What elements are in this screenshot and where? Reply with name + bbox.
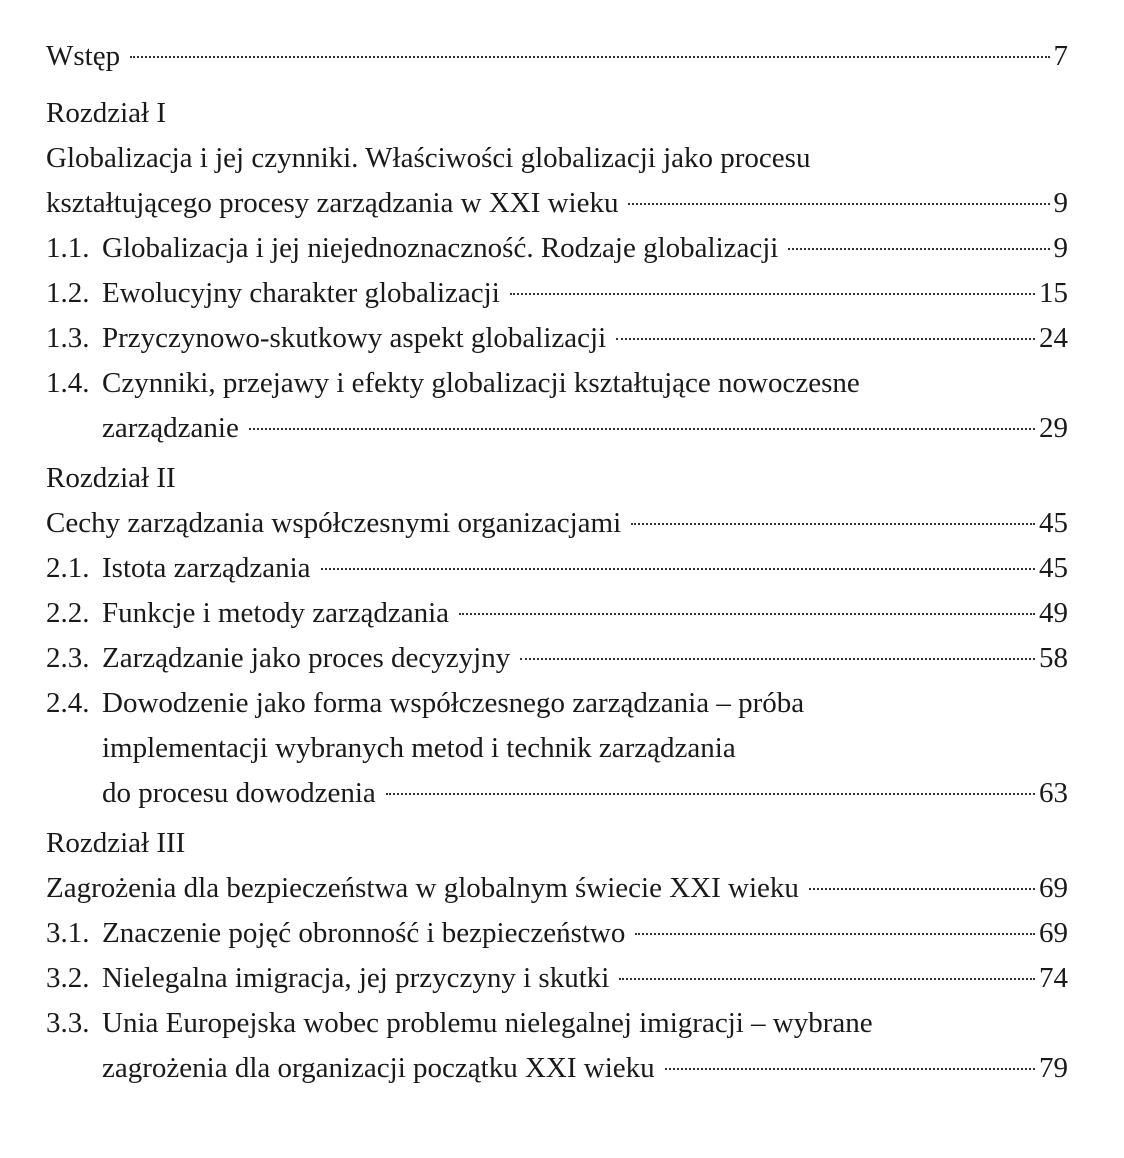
toc-entry-chapter [46,501,1068,546]
toc-entry-section [46,681,1068,726]
toc-entry-section-cont [46,1046,1068,1091]
toc-entry-section [46,271,1068,316]
section-number: 1.1. [46,232,90,264]
section-title: Globalizacja i jej niejednoznaczność. Rodzaje globalizacji [102,232,779,264]
toc-entry-section [46,361,1068,406]
section-title: Znaczenie pojęć obronność i bezpieczeństwo [102,917,626,949]
page-number: 24 [1039,322,1068,354]
chapter-label: Rozdział I [46,97,166,129]
page-number: 9 [1053,187,1068,219]
page-number: 7 [1053,40,1068,72]
dot-leader [619,978,1035,980]
toc-entry-intro [46,34,1068,79]
dot-leader [386,793,1035,795]
section-number: 2.2. [46,597,90,629]
section-title: Przyczynowo-skutkowy aspekt globalizacji [102,322,607,354]
page-number: 69 [1039,872,1068,904]
toc-entry-section [46,911,1068,956]
chapter-label: Rozdział II [46,462,176,494]
toc-entry-section [46,956,1068,1001]
section-number: 2.3. [46,642,90,674]
dot-leader [809,888,1035,890]
dot-leader [635,933,1035,935]
chapter-title-line [46,136,1068,181]
page-number: 69 [1039,917,1068,949]
page-number: 63 [1039,777,1068,809]
page-number: 79 [1039,1052,1068,1084]
chapter-title: kształtującego procesy zarządzania w XXI wieku [46,187,619,219]
section-title: Nielegalna imigracja, jej przyczyny i skutki [102,962,610,994]
chapter-title: Globalizacja i jej czynniki. Właściwości globalizacji jako procesu [46,142,811,174]
section-title: zagrożenia dla organizacji początku XXI wieku [102,1052,655,1084]
toc-entry-section [46,546,1068,591]
section-number: 1.4. [46,367,90,399]
page-number: 29 [1039,412,1068,444]
section-title: zarządzanie [102,412,239,444]
dot-leader [616,338,1035,340]
page-number: 45 [1039,507,1068,539]
page-number: 74 [1039,962,1068,994]
section-number: 2.1. [46,552,90,584]
toc-entry-section [46,636,1068,681]
section-number: 1.2. [46,277,90,309]
page-number: 58 [1039,642,1068,674]
chapter-title: Cechy zarządzania współczesnymi organizacjami [46,507,622,539]
section-title: do procesu dowodzenia [102,777,376,809]
dot-leader [788,248,1049,250]
page-number: 49 [1039,597,1068,629]
table-of-contents [46,34,1068,1091]
toc-entry-chapter [46,181,1068,226]
toc-entry-section-cont [46,406,1068,451]
section-number: 3.3. [46,1007,90,1039]
section-title: Czynniki, przejawy i efekty globalizacji kształtujące nowoczesne [102,367,860,399]
section-number: 1.3. [46,322,90,354]
dot-leader [631,523,1035,525]
section-number: 2.4. [46,687,90,719]
section-number: 3.1. [46,917,90,949]
dot-leader [321,568,1036,570]
dot-leader [130,56,1049,58]
page-number: 9 [1053,232,1068,264]
dot-leader [510,293,1035,295]
section-title: Ewolucyjny charakter globalizacji [102,277,500,309]
section-title: Istota zarządzania [102,552,311,584]
section-title: Funkcje i metody zarządzania [102,597,450,629]
section-title: implementacji wybranych metod i technik zarządzania [102,732,736,764]
entry-title: Wstęp [46,40,121,72]
chapter-title: Zagrożenia dla bezpieczeństwa w globalnym świecie XXI wieku [46,872,799,904]
toc-entry-section [46,1001,1068,1046]
section-title: Zarządzanie jako proces decyzyjny [102,642,511,674]
dot-leader [459,613,1035,615]
toc-entry-section-cont [46,771,1068,816]
dot-leader [249,428,1035,430]
page-number: 45 [1039,552,1068,584]
chapter-heading [46,91,1068,136]
dot-leader [665,1068,1035,1070]
toc-entry-section-cont [46,726,1068,771]
section-title: Dowodzenie jako forma współczesnego zarządzania – próba [102,687,805,719]
section-number: 3.2. [46,962,90,994]
toc-entry-section [46,226,1068,271]
toc-entry-chapter [46,866,1068,911]
dot-leader [628,203,1049,205]
toc-entry-section [46,591,1068,636]
chapter-heading [46,821,1068,866]
chapter-label: Rozdział III [46,827,186,859]
toc-entry-section [46,316,1068,361]
chapter-heading [46,456,1068,501]
section-title: Unia Europejska wobec problemu nielegalnej imigracji – wybrane [102,1007,873,1039]
page-number: 15 [1039,277,1068,309]
dot-leader [520,658,1035,660]
